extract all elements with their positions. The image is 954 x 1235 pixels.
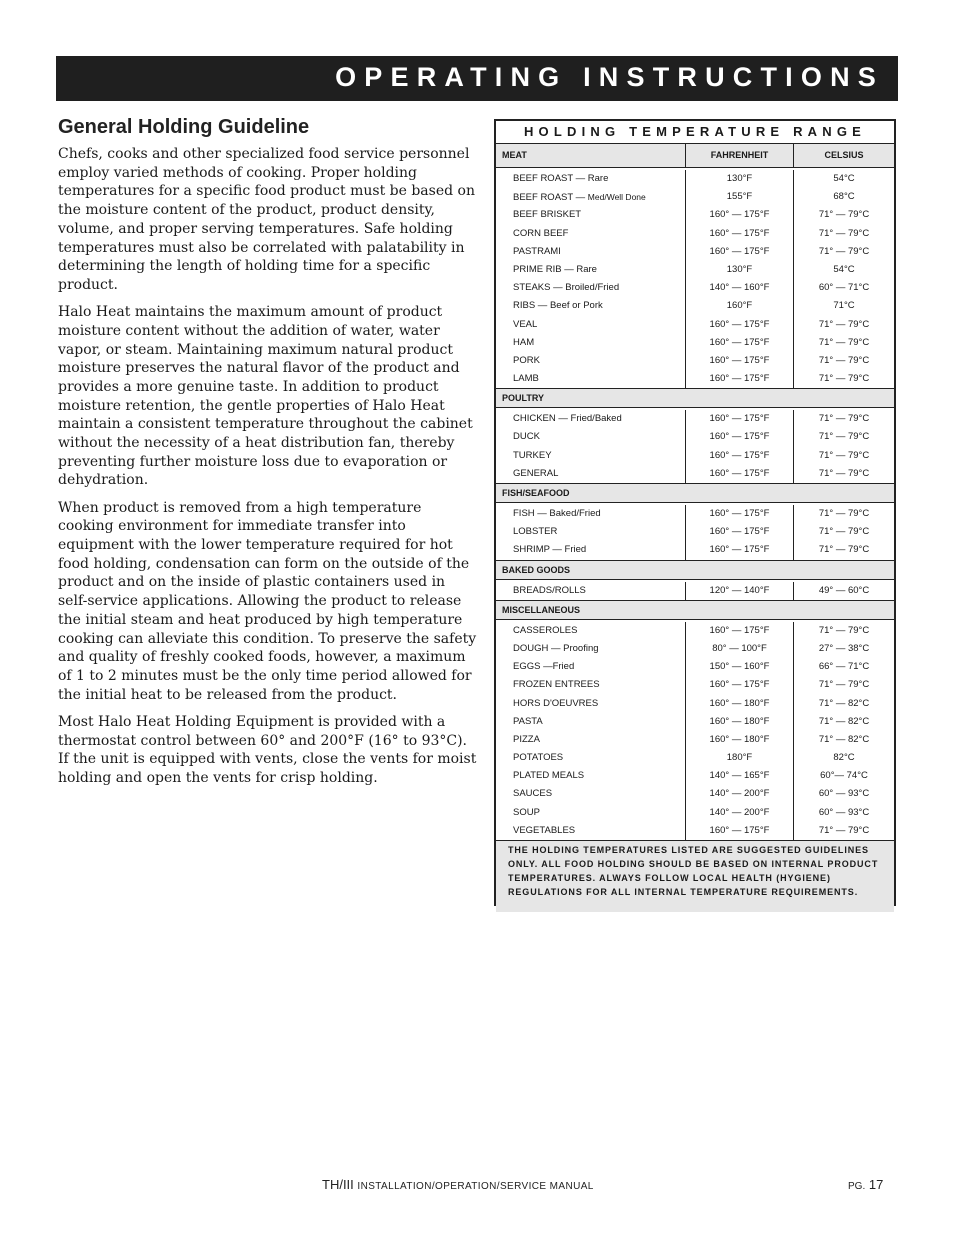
table-row [496,370,894,388]
food-name: EGGS —Fried [513,661,575,673]
food-name: RIBS — Beef or Pork [513,300,603,312]
body-text [58,145,478,796]
fahrenheit-value: 150° — 160°F [685,658,793,676]
food-name: STEAKS — Broiled/Fried [513,282,620,294]
table-row [496,316,894,334]
group-header-fish [496,483,894,503]
food-name: DOUGH — Proofing [513,642,599,654]
fahrenheit-value: 160° — 175°F [685,243,793,261]
food-name: VEGETABLES [513,824,576,836]
table-row [496,503,894,523]
fahrenheit-value: 160°F [685,297,793,315]
fahrenheit-value: 140° — 160°F [685,279,793,297]
food-name: GENERAL [513,467,559,479]
food-name: BREADS/ROLLS [513,584,586,596]
celsius-value: 71° — 79°C [793,243,894,261]
paragraph: Halo Heat maintains the maximum amount of product moisture content without the addition of water, water vapor, or steam. Maintaining maximum natural product moisture preserves the natural flavor of the product and provides a more genuine taste. In addition to product moisture retention, the gentle properties of Halo Heat maintain a consistent temperature throughout the cabinet without the necessity of a heat distribution fan, thereby preventing further moisture loss due to evaporation or dehydration. [58,304,473,489]
table-note: THE HOLDING TEMPERATURES LISTED ARE SUGGESTED GUIDELINES ONLY. ALL FOOD HOLDING SHOULD BE BASED ON INTERNAL PRODUCT TEMPERATURES. ALWAYS FOLLOW LOCAL HEALTH (HYGIENE) REGULATIONS FOR ALL INTERNAL TEMPERATURE REQUIREMENTS. [496,840,894,912]
fahrenheit-value: 140° — 200°F [685,785,793,803]
celsius-value: 82°C [793,749,894,767]
table-title: HOLDING TEMPERATURE RANGE [496,121,894,144]
meat-group [496,168,894,388]
food-name: HAM [513,336,535,348]
table-row [496,658,894,676]
celsius-value: 71° — 79°C [793,206,894,224]
group-label: MISCELLANEOUS [502,604,581,615]
table-row [496,749,894,767]
table-row [496,731,894,749]
celsius-value: 71° — 79°C [793,676,894,694]
table-row [496,225,894,243]
fahrenheit-value: 160° — 175°F [685,206,793,224]
food-name: VEAL [513,318,538,330]
food-name: SOUP [513,806,540,818]
food-name: SAUCES [513,788,553,800]
food-name: TURKEY [513,449,552,461]
food-name: SHRIMP — Fried [513,544,587,556]
table-row [496,334,894,352]
table-row [496,676,894,694]
group-header-misc [496,600,894,620]
category-header: MEAT [502,150,527,160]
fahrenheit-value: 160° — 180°F [685,731,793,749]
table-row [496,695,894,713]
table-header-row [496,144,894,168]
celsius-value: 71° — 82°C [793,713,894,731]
food-name: PASTRAMI [513,245,561,257]
food-name: HORS D'OEUVRES [513,697,599,709]
fahrenheit-value: 160° — 180°F [685,695,793,713]
food-name: PRIME RIB — Rare [513,263,597,275]
fish-group [496,503,894,560]
celsius-value: 60° — 93°C [793,785,894,803]
celsius-value: 71° — 79°C [793,822,894,840]
celsius-value: 71°C [793,297,894,315]
food-name: PIZZA [513,733,540,745]
section-banner [56,56,898,101]
table-row [496,713,894,731]
holding-temperature-table [494,119,896,906]
celsius-value: 60° — 71°C [793,279,894,297]
table-row [496,804,894,822]
section-heading: General Holding Guideline [58,116,310,138]
banner-title: OPERATING INSTRUCTIONS [335,62,884,92]
table-row [496,767,894,785]
celsius-value: 54°C [793,170,894,188]
fahrenheit-value: 120° — 140°F [685,582,793,600]
fahrenheit-value: 160° — 175°F [685,447,793,465]
celsius-value: 71° — 79°C [793,370,894,388]
food-name: CASSEROLES [513,624,578,636]
table-row [496,188,894,206]
fahrenheit-header: FAHRENHEIT [685,144,793,167]
fahrenheit-value: 160° — 175°F [685,541,793,559]
celsius-value: 71° — 79°C [793,410,894,428]
group-header-baked [496,560,894,580]
footer-model: TH/III [322,1177,354,1192]
fahrenheit-value: 140° — 200°F [685,804,793,822]
celsius-value: 71° — 79°C [793,465,894,483]
celsius-value: 68°C [793,188,894,206]
fahrenheit-value: 180°F [685,749,793,767]
fahrenheit-value: 155°F [685,188,793,206]
celsius-value: 71° — 82°C [793,731,894,749]
group-header-poultry [496,388,894,408]
celsius-value: 27° — 38°C [793,640,894,658]
celsius-value: 71° — 79°C [793,428,894,446]
paragraph: Chefs, cooks and other specialized food service personnel employ varied methods of cooking. Proper holding temperatures for a specific food product must be based on the moisture content of the product, product density, volume, and proper serving temperatures. Safe holding temperatures must also be correlated with palatability in determining the length of holding time for a specific product. [58,146,475,293]
poultry-group [496,408,894,483]
fahrenheit-value: 130°F [685,261,793,279]
footer-manual-label: INSTALLATION/OPERATION/SERVICE MANUAL [357,1181,594,1192]
group-label: BAKED GOODS [502,564,571,575]
fahrenheit-value: 160° — 175°F [685,225,793,243]
celsius-value: 71° — 79°C [793,225,894,243]
food-name: FROZEN ENTREES [513,679,600,691]
table-row [496,523,894,541]
food-name: FISH — Baked/Fried [513,508,601,519]
table-row [496,297,894,315]
paragraph: When product is removed from a high temperature cooking environment for immediate transfer into equipment with the lower temperature required for hot food holding, condensation can form on the outside of the product and on the inside of plastic containers used in self-service applications. Allowing the product to release the initial steam and heat produced by high temperature cooking can alleviate this condition. To preserve the safety and quality of freshly cooked foods, however, a maximum of 1 to 2 minutes must be the only time period allowed for the initial heat to be released from the product. [58,499,477,703]
table-row [496,785,894,803]
celsius-value: 71° — 79°C [793,352,894,370]
footer-page-number [848,1177,883,1192]
fahrenheit-value: 160° — 175°F [685,523,793,541]
table-row [496,352,894,370]
table-row [496,620,894,640]
food-name: LAMB [513,373,539,385]
table-row [496,243,894,261]
table-row [496,541,894,559]
table-row [496,408,894,428]
fahrenheit-value: 160° — 175°F [685,370,793,388]
food-name: CHICKEN — Fried/Baked [513,413,622,425]
footer-manual-title [322,1177,594,1192]
fahrenheit-value: 160° — 175°F [685,428,793,446]
food-name: PLATED MEALS [513,770,585,782]
fahrenheit-value: 130°F [685,170,793,188]
food-name: BEEF BRISKET [513,209,582,221]
table-row [496,822,894,840]
group-label: FISH/SEAFOOD [502,488,570,498]
celsius-value: 49° — 60°C [793,582,894,600]
celsius-value: 66° — 71°C [793,658,894,676]
celsius-value: 60°— 74°C [793,767,894,785]
fahrenheit-value: 160° — 175°F [685,465,793,483]
food-name: BEEF ROAST — Rare [513,173,609,184]
celsius-value: 60° — 93°C [793,804,894,822]
table-row [496,465,894,483]
fahrenheit-value: 160° — 175°F [685,352,793,370]
table-row [496,428,894,446]
fahrenheit-value: 160° — 175°F [685,410,793,428]
table-row [496,206,894,224]
celsius-value: 71° — 79°C [793,316,894,334]
table-row [496,279,894,297]
celsius-value: 71° — 79°C [793,541,894,559]
celsius-header: CELSIUS [793,144,894,167]
misc-group [496,620,894,840]
table-row [496,261,894,279]
table-row [496,640,894,658]
food-name: DUCK [513,431,540,443]
food-name: LOBSTER [513,526,558,538]
fahrenheit-value: 160° — 175°F [685,622,793,640]
fahrenheit-value: 160° — 175°F [685,822,793,840]
group-label: POULTRY [502,393,544,404]
celsius-value: 71° — 79°C [793,334,894,352]
paragraph: Most Halo Heat Holding Equipment is provided with a thermostat control between 60° and 200°F (16° to 93°C). If the unit is equipped with vents, close the vents for moist holding and open the vents for crisp holding. [58,713,477,786]
food-name: BEEF ROAST — Med/Well Done [513,192,646,204]
celsius-value: 71° — 82°C [793,695,894,713]
page-prefix: PG. [848,1181,866,1192]
fahrenheit-value: 140° — 165°F [685,767,793,785]
table-row [496,168,894,188]
fahrenheit-value: 160° — 175°F [685,316,793,334]
fahrenheit-value: 160° — 180°F [685,713,793,731]
food-name: PORK [513,354,540,366]
celsius-value: 71° — 79°C [793,505,894,523]
celsius-value: 71° — 79°C [793,622,894,640]
food-name: POTATOES [513,752,564,764]
celsius-value: 71° — 79°C [793,523,894,541]
fahrenheit-value: 160° — 175°F [685,334,793,352]
fahrenheit-value: 80° — 100°F [685,640,793,658]
food-name: PASTA [513,715,543,727]
table-row [496,580,894,600]
food-name: CORN BEEF [513,227,569,239]
page-number: 17 [868,1177,884,1192]
baked-group [496,580,894,600]
fahrenheit-value: 160° — 175°F [685,676,793,694]
celsius-value: 54°C [793,261,894,279]
table-row [496,447,894,465]
celsius-value: 71° — 79°C [793,447,894,465]
fahrenheit-value: 160° — 175°F [685,505,793,523]
